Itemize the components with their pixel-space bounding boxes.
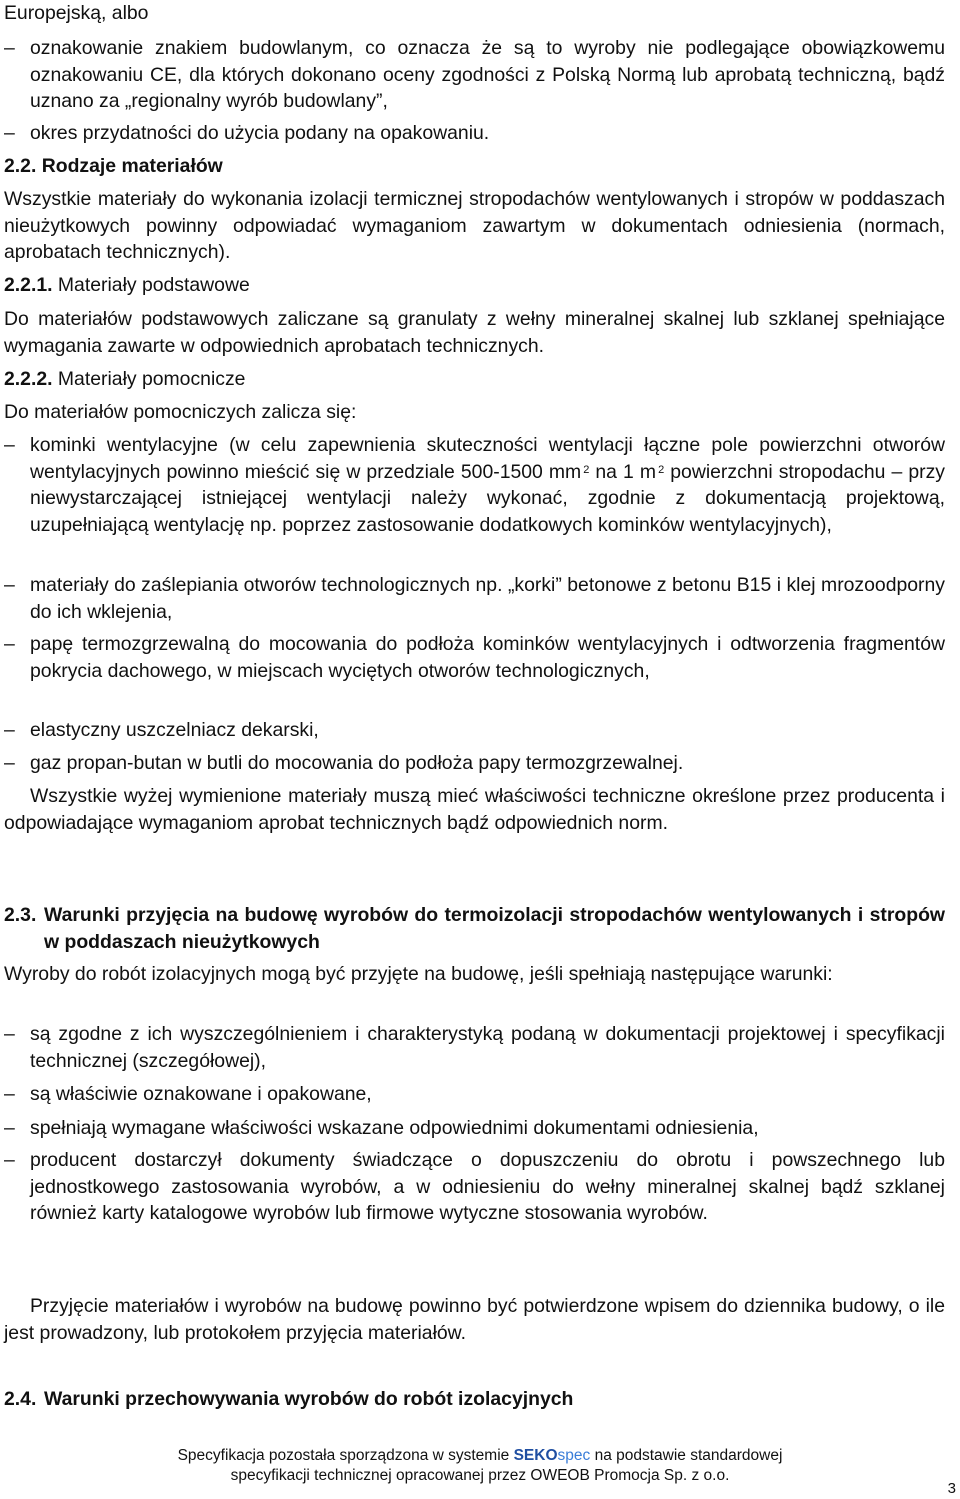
subsection-heading: 2.2.1. Materiały podstawowe [4,274,250,296]
list-item [4,35,945,115]
list-item-text: papę termozgrzewalną do mocowania do podłoża kominków wentylacyjnych i odtworzenia fragmentów pokrycia dachowego, w miejscach wyciętych otworów technologicznych, [30,633,945,682]
paragraph: Do materiałów pomocniczych zalicza się: [4,401,357,423]
list-item-text: kominki wentylacyjne (w celu zapewnienia skuteczności wentylacji łączne pole powierzchni otworów wentylacyjnych powinno mieścić się w przedziale 500-1500 mm $^2$ na 1 m $^2$ powierzchni stropodachu – przy niewystarczającej istniejącej wentylacji należy wykonać, zgodnie z dokumentacją projektową, uzupełniającą wentylację np. poprzez zastosowanie dodatkowych kominków wentylacyjnych), [30,434,946,536]
list-item-text: oznakowanie znakiem budowlanym, co oznacza że są to wyroby nie podlegające obowiązkowemu oznakowaniu CE, dla których dokonano oceny zgodności z Polską Normą lub aprobatą techniczną, bądź uznano za „regionalny wyrób budowlany”, [30,37,945,112]
paragraph: Wszystkie materiały do wykonania izolacji termicznej stropodachów wentylowanych i stropów w poddaszach nieużytkowych powinny odpowiadać wymaganiom zawartym w dokumentach odniesienia (normach, aprobatach technicznych). [4,188,945,263]
list-item-text: materiały do zaślepiania otworów technologicznych np. „korki” betonowe z betonu B15 i klej mrozoodporny do ich wklejenia, [30,574,945,623]
list-item-text: elastyczny uszczelniacz dekarski, [30,719,319,741]
sekospec-logo: SEKO [513,1447,558,1464]
list-item-text: gaz propan-butan w butli do mocowania do podłoża papy termozgrzewalnej. [30,752,684,774]
list-item-text: okres przydatności do użycia podany na opakowaniu. [30,122,490,144]
subsection-heading: 2.2.2. Materiały pomocnicze [4,368,246,390]
list-item [4,1021,945,1074]
dash-bullet: – [4,122,15,144]
paragraph: Do materiałów podstawowych zaliczane są granulaty z wełny mineralnej skalnej lub szklanej spełniające wymagania zawarte w odpowiednich aprobatach technicznych. [4,308,945,357]
list-item-text: producent dostarczył dokumenty świadczące o dopuszczeniu do obrotu i powszechnego lub jednostkowego zastosowania wyrobów, a w odniesieniu do wełny mineralnej skalnej bądź szklanej również karty katalogowe wyrobów lub firmowe wytyczne stosowania wyrobów. [30,1149,945,1224]
dash-bullet: – [4,1117,15,1139]
dash-bullet: – [4,434,15,456]
dash-bullet: – [4,1023,15,1045]
footer-line: Specyfikacja pozostała sporządzona w systemie SEKOspec na podstawie standardowej [177,1447,783,1464]
list-item [4,1115,945,1142]
list-item-text: spełniają wymagane właściwości wskazane odpowiednimi dokumentami odniesienia, [30,1117,759,1139]
dash-bullet: – [4,37,15,59]
text-line: Europejską, albo [4,2,149,24]
section-heading: 2.4. Warunki przechowywania wyrobów do robót izolacyjnych [4,1388,574,1410]
dash-bullet: – [4,633,15,655]
section-heading: 2.2. Rodzaje materiałów [4,155,223,177]
list-item [4,432,945,538]
list-item [4,572,945,625]
list-item [4,717,945,744]
paragraph: Przyjęcie materiałów i wyrobów na budowę powinno być potwierdzone wpisem do dziennika budowy, o ile jest prowadzony, lub protokołem przyjęcia materiałów. [4,1295,945,1344]
list-item [4,1081,945,1108]
list-item-text: są właściwie oznakowane i opakowane, [30,1083,372,1105]
dash-bullet: – [4,752,15,774]
footer-line: specyfikacji technicznej opracowanej przez OWEOB Promocja Sp. z o.o. [230,1467,730,1484]
list-item-text: są zgodne z ich wyszczególnieniem i charakterystyką podaną w dokumentacji projektowej i specyfikacji technicznej (szczegółowej), [30,1023,945,1072]
dash-bullet: – [4,719,15,741]
list-item [4,631,945,684]
dash-bullet: – [4,1149,15,1171]
paragraph: Wszystkie wyżej wymienione materiały muszą mieć właściwości techniczne określone przez producenta i odpowiadające wymaganiom aprobat technicznych bądź odpowiednich norm. [4,785,945,834]
list-item [4,750,945,777]
section-heading: 2.3. Warunki przyjęcia na budowę wyrobów do termoizolacji stropodachów wentylowanych i stropów w poddaszach nieużytkowych [4,904,945,953]
list-item [4,1147,945,1227]
paragraph: Wyroby do robót izolacyjnych mogą być przyjęte na budowę, jeśli spełniają następujące warunki: [4,963,833,985]
dash-bullet: – [4,574,15,596]
dash-bullet: – [4,1083,15,1105]
sekospec-logo-suffix: spec [557,1447,591,1464]
page-number: 3 [947,1480,956,1497]
list-item [4,120,945,147]
